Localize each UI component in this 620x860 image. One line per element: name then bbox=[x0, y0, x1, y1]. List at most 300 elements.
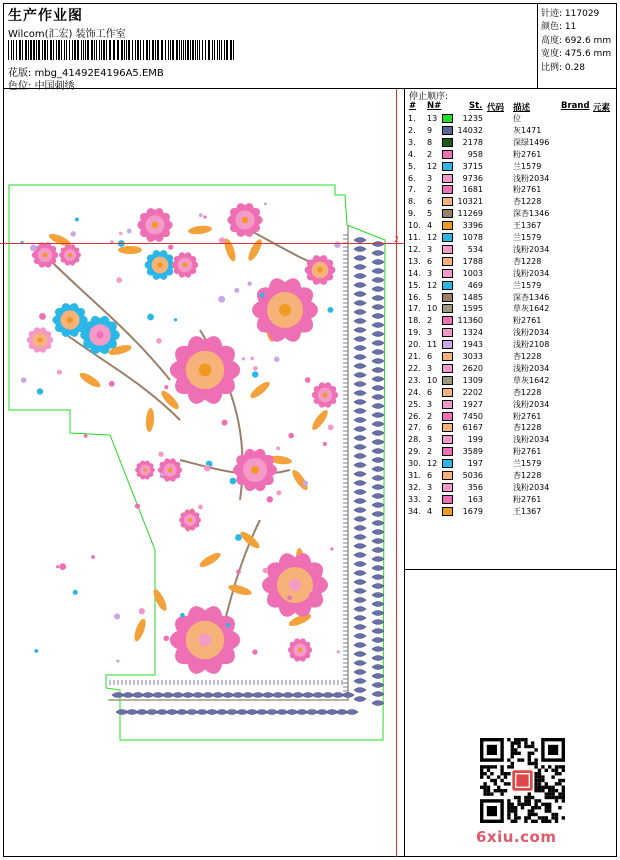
stop-color-swatch bbox=[442, 150, 453, 159]
stop-needle: 4 bbox=[427, 221, 433, 231]
stop-needle: 12 bbox=[427, 161, 438, 171]
border-leaf bbox=[372, 368, 384, 373]
stop-row bbox=[405, 244, 617, 255]
stop-needle: 9 bbox=[427, 125, 433, 135]
flower-center bbox=[96, 331, 103, 338]
stop-description: 粉2761 bbox=[513, 447, 542, 457]
stop-index: 29. bbox=[408, 447, 421, 457]
design-width-label: 宽度: bbox=[541, 49, 563, 59]
border-leaf bbox=[354, 238, 366, 243]
design-height bbox=[541, 33, 611, 46]
border-leaf bbox=[372, 251, 384, 256]
flower-bud bbox=[221, 420, 227, 426]
stop-needle: 12 bbox=[427, 459, 438, 469]
stop-row bbox=[405, 256, 617, 267]
stop-needle: 5 bbox=[427, 209, 433, 219]
flower-center bbox=[168, 468, 172, 472]
border-leaf bbox=[372, 692, 384, 697]
border-leaf bbox=[372, 503, 384, 508]
stop-needle: 3 bbox=[427, 399, 433, 409]
stop-description: 浅粉2034 bbox=[513, 328, 550, 338]
stop-description: 杏1228 bbox=[513, 387, 542, 397]
stitch-count-value: 117029 bbox=[564, 9, 600, 19]
flower-bud bbox=[56, 565, 59, 568]
flower-bud bbox=[309, 591, 315, 597]
border-leaf bbox=[372, 593, 384, 598]
border-leaf bbox=[354, 607, 366, 612]
border-leaf bbox=[354, 400, 366, 405]
border-leaf bbox=[354, 472, 366, 477]
stop-stitches: 1595 bbox=[462, 304, 483, 314]
border-leaf bbox=[354, 616, 366, 621]
border-leaf bbox=[354, 247, 366, 252]
stop-index: 13. bbox=[408, 256, 421, 266]
stop-description: 深绿1496 bbox=[513, 137, 550, 147]
stop-color-swatch bbox=[442, 126, 453, 135]
flower-bud bbox=[168, 244, 173, 249]
border-leaf bbox=[354, 301, 366, 306]
border-leaf bbox=[372, 656, 384, 661]
flower-bud bbox=[242, 357, 245, 360]
stop-description: 深杏1346 bbox=[513, 209, 550, 219]
stop-stitches: 1927 bbox=[462, 399, 483, 409]
flower-center bbox=[143, 468, 147, 472]
flower-bud bbox=[236, 570, 241, 575]
border-leaf bbox=[354, 661, 366, 666]
border-leaf bbox=[372, 314, 384, 319]
flower-center bbox=[289, 579, 301, 591]
stop-row bbox=[405, 220, 617, 231]
border-leaf bbox=[372, 521, 384, 526]
stop-row bbox=[405, 411, 617, 422]
stop-stitches: 11269 bbox=[457, 209, 483, 219]
stop-needle: 5 bbox=[427, 292, 433, 302]
stop-needle: 12 bbox=[427, 233, 438, 242]
flower-bud bbox=[91, 555, 95, 559]
flower-bud bbox=[39, 313, 46, 320]
flower-bud bbox=[203, 215, 206, 218]
col-header-stitches: St. bbox=[469, 101, 483, 111]
stop-color-swatch bbox=[442, 209, 453, 218]
flower-bud bbox=[327, 307, 333, 313]
border-leaf bbox=[354, 409, 366, 414]
stop-color-swatch bbox=[442, 233, 453, 242]
stop-index: 11. bbox=[408, 233, 421, 242]
stop-row bbox=[405, 494, 617, 505]
stop-stitches: 1324 bbox=[462, 328, 483, 338]
border-leaf bbox=[372, 431, 384, 436]
stop-color-swatch bbox=[442, 364, 453, 373]
stop-needle: 13 bbox=[427, 114, 438, 123]
stop-color-swatch bbox=[442, 138, 453, 147]
flower-bud bbox=[252, 649, 257, 654]
stitch-count bbox=[541, 6, 599, 19]
stop-stitches: 356 bbox=[467, 482, 483, 492]
panel-divider bbox=[405, 569, 617, 570]
stop-color-swatch bbox=[442, 197, 453, 206]
stop-index: 12. bbox=[408, 244, 421, 254]
border-leaf bbox=[354, 256, 366, 261]
stop-description: 杏1228 bbox=[513, 197, 542, 207]
border-leaf bbox=[372, 584, 384, 589]
flower-bud bbox=[21, 377, 27, 383]
stop-index: 3. bbox=[408, 137, 416, 147]
border-leaf bbox=[372, 476, 384, 481]
flower-center bbox=[251, 466, 259, 474]
flower-leaf bbox=[246, 238, 264, 263]
stop-index: 19. bbox=[408, 328, 421, 338]
stop-needle: 3 bbox=[427, 363, 433, 373]
stop-stitches: 6167 bbox=[462, 423, 483, 433]
border-leaf bbox=[372, 701, 384, 706]
stop-index: 17. bbox=[408, 304, 421, 314]
stop-needle: 3 bbox=[427, 173, 433, 183]
border-leaf bbox=[354, 319, 366, 324]
stop-description: 杏1228 bbox=[513, 423, 542, 433]
stop-color-swatch bbox=[442, 328, 453, 337]
border-leaf bbox=[354, 364, 366, 369]
flower-bud bbox=[303, 481, 308, 486]
flower-bud bbox=[253, 366, 258, 371]
stop-row bbox=[405, 375, 617, 386]
border-leaf bbox=[354, 418, 366, 423]
col-header-brand: Brand bbox=[561, 101, 590, 111]
border-leaf bbox=[354, 463, 366, 468]
stop-description: 兰1579 bbox=[513, 161, 542, 171]
stop-description: 草灰1642 bbox=[513, 375, 550, 385]
flower-bud bbox=[158, 452, 163, 457]
flower-bud bbox=[119, 232, 122, 235]
stop-sequence-panel bbox=[405, 89, 617, 569]
border-leaf bbox=[354, 445, 366, 450]
stop-stitches: 534 bbox=[467, 244, 483, 254]
stop-needle: 3 bbox=[427, 244, 433, 254]
flower-bud bbox=[114, 613, 120, 619]
border-leaf bbox=[354, 310, 366, 315]
border-leaf bbox=[372, 323, 384, 328]
stop-row bbox=[405, 399, 617, 410]
stop-description: 兰1579 bbox=[513, 233, 542, 242]
flower-bud bbox=[287, 595, 292, 600]
stop-stitches: 2178 bbox=[462, 137, 483, 147]
flower-bud bbox=[337, 650, 340, 653]
stop-index: 32. bbox=[408, 482, 421, 492]
stop-color-swatch bbox=[442, 495, 453, 504]
design-height-label: 高度: bbox=[541, 36, 563, 46]
border-leaf bbox=[372, 485, 384, 490]
stop-color-swatch bbox=[442, 293, 453, 302]
border-leaf bbox=[372, 494, 384, 499]
stop-description: 浅粉2034 bbox=[513, 268, 550, 278]
flower-bud bbox=[160, 472, 164, 476]
border-leaf bbox=[372, 665, 384, 670]
stop-description: 浅粉2034 bbox=[513, 363, 550, 373]
stop-color-swatch bbox=[442, 257, 453, 266]
flower-center bbox=[199, 634, 212, 647]
red-guide-label: 2 bbox=[394, 235, 400, 244]
stop-needle: 6 bbox=[427, 197, 433, 207]
col-header-needle: N# bbox=[427, 101, 442, 111]
border-leaf bbox=[354, 292, 366, 297]
flower-stem bbox=[60, 330, 180, 420]
border-leaf bbox=[354, 490, 366, 495]
border-leaf bbox=[372, 539, 384, 544]
stop-description: 兰1579 bbox=[513, 280, 542, 290]
border-leaf bbox=[354, 598, 366, 603]
design-scale-value: 0.28 bbox=[564, 63, 585, 73]
stop-row bbox=[405, 292, 617, 303]
flower-leaf bbox=[188, 225, 213, 236]
border-leaf bbox=[372, 674, 384, 679]
flower-bud bbox=[199, 213, 203, 217]
stop-index: 23. bbox=[408, 375, 421, 385]
border-leaf bbox=[372, 332, 384, 337]
flower-bud bbox=[247, 281, 251, 285]
stop-needle: 4 bbox=[427, 506, 433, 516]
stop-color-swatch bbox=[442, 316, 453, 325]
stop-description: 粉2761 bbox=[513, 185, 542, 195]
stop-description: 灰1471 bbox=[513, 125, 542, 135]
border-leaf bbox=[372, 557, 384, 562]
stop-color-swatch bbox=[442, 245, 453, 254]
border-leaf bbox=[372, 386, 384, 391]
border-leaf bbox=[372, 395, 384, 400]
flower-center bbox=[38, 338, 43, 343]
stop-row bbox=[405, 125, 617, 136]
stop-index: 28. bbox=[408, 435, 421, 445]
stop-row bbox=[405, 161, 617, 172]
design-width-value: 475.6 mm bbox=[564, 49, 612, 59]
border-leaf bbox=[354, 580, 366, 585]
flower-bud bbox=[57, 370, 62, 375]
stop-color-swatch bbox=[442, 221, 453, 230]
border-leaf bbox=[372, 512, 384, 517]
stop-color-swatch bbox=[442, 412, 453, 421]
stop-stitches: 3715 bbox=[462, 161, 483, 171]
stop-row bbox=[405, 173, 617, 184]
border-leaf bbox=[354, 391, 366, 396]
border-leaf bbox=[372, 638, 384, 643]
stop-description: 杏1228 bbox=[513, 256, 542, 266]
stop-stitches: 469 bbox=[467, 280, 483, 290]
stop-index: 4. bbox=[408, 149, 416, 159]
stop-color-swatch bbox=[442, 388, 453, 397]
stop-row bbox=[405, 482, 617, 493]
design-file-label: 花版: bbox=[8, 68, 32, 79]
stop-stitches: 1235 bbox=[462, 114, 483, 123]
border-leaf bbox=[354, 571, 366, 576]
stop-row bbox=[405, 327, 617, 338]
border-leaf bbox=[372, 440, 384, 445]
border-leaf bbox=[354, 328, 366, 333]
stop-index: 15. bbox=[408, 280, 421, 290]
flower-bud bbox=[156, 338, 162, 344]
stop-needle: 3 bbox=[427, 482, 433, 492]
flower-center bbox=[67, 317, 73, 323]
flower-bud bbox=[163, 636, 169, 642]
flower-bud bbox=[226, 623, 230, 627]
flower-bud bbox=[180, 613, 185, 618]
stop-row bbox=[405, 387, 617, 398]
flower-leaf bbox=[310, 408, 331, 432]
stop-color-swatch bbox=[442, 507, 453, 516]
stop-description: 王1367 bbox=[513, 506, 542, 516]
stop-row bbox=[405, 303, 617, 314]
stop-color-swatch bbox=[442, 459, 453, 468]
flower-bud bbox=[230, 478, 237, 485]
border-leaf bbox=[354, 553, 366, 558]
col-header-element: 元素 bbox=[593, 103, 611, 113]
design-file-value: mbg_41492E4196A5.EMB bbox=[34, 68, 164, 79]
stop-stitches: 3589 bbox=[462, 447, 483, 457]
border-leaf bbox=[372, 278, 384, 283]
border-leaf bbox=[372, 413, 384, 418]
stop-stitches: 1943 bbox=[462, 340, 483, 350]
stop-row bbox=[405, 184, 617, 195]
stop-index: 10. bbox=[408, 221, 421, 231]
stop-index: 14. bbox=[408, 268, 421, 278]
stop-index: 2. bbox=[408, 125, 416, 135]
stop-row bbox=[405, 196, 617, 207]
flower-center bbox=[183, 263, 188, 268]
border-leaf bbox=[372, 467, 384, 472]
stop-row bbox=[405, 268, 617, 279]
border-leaf bbox=[372, 269, 384, 274]
stop-stitches: 1681 bbox=[462, 185, 483, 195]
stop-color-swatch bbox=[442, 376, 453, 385]
stop-color-swatch bbox=[442, 471, 453, 480]
flower-bud bbox=[234, 288, 239, 293]
stop-stitches: 14032 bbox=[457, 125, 483, 135]
flower-bud bbox=[30, 245, 37, 252]
stop-stitches: 1309 bbox=[462, 375, 483, 385]
border-leaf bbox=[354, 454, 366, 459]
flower-center bbox=[199, 364, 212, 377]
stop-stitches: 5036 bbox=[462, 471, 483, 480]
border-leaf bbox=[354, 544, 366, 549]
flower-bud bbox=[330, 547, 333, 550]
stop-description: 浅粉2034 bbox=[513, 173, 550, 183]
border-leaf bbox=[354, 688, 366, 693]
flower-bud bbox=[73, 590, 78, 595]
stop-color-swatch bbox=[442, 162, 453, 171]
stop-color-swatch bbox=[442, 483, 453, 492]
stop-needle: 3 bbox=[427, 328, 433, 338]
flower-bud bbox=[75, 217, 79, 221]
border-leaf bbox=[354, 499, 366, 504]
stop-description: 王1367 bbox=[513, 221, 542, 231]
stop-stitches: 11360 bbox=[457, 316, 483, 326]
flower-leaf bbox=[290, 468, 310, 492]
flower-bud bbox=[139, 608, 145, 614]
stop-color-swatch bbox=[442, 269, 453, 278]
border-leaf bbox=[354, 517, 366, 522]
stop-color-swatch bbox=[442, 114, 453, 123]
stop-row bbox=[405, 232, 617, 243]
stop-description: 草灰1642 bbox=[513, 304, 550, 314]
stop-index: 24. bbox=[408, 387, 421, 397]
stop-color-swatch bbox=[442, 304, 453, 313]
flower-center bbox=[188, 518, 192, 522]
border-leaf bbox=[354, 679, 366, 684]
stop-stitches: 1679 bbox=[462, 506, 483, 516]
stop-row bbox=[405, 315, 617, 326]
border-leaf bbox=[354, 625, 366, 630]
border-leaf bbox=[354, 697, 366, 702]
stop-row bbox=[405, 351, 617, 362]
stop-description: 粉2761 bbox=[513, 494, 542, 504]
stop-row bbox=[405, 446, 617, 457]
watermark-text: 6xiu.com bbox=[476, 828, 557, 846]
border-leaf bbox=[372, 458, 384, 463]
stop-stitches: 3033 bbox=[462, 352, 483, 361]
border-leaf bbox=[354, 274, 366, 279]
stop-row bbox=[405, 149, 617, 160]
flower-leaf bbox=[151, 587, 169, 612]
border-leaf bbox=[354, 436, 366, 441]
stop-stitches: 163 bbox=[467, 494, 483, 504]
stop-color-swatch bbox=[442, 281, 453, 290]
stop-description: 位 bbox=[513, 114, 521, 123]
stop-color-swatch bbox=[442, 435, 453, 444]
stop-needle: 10 bbox=[427, 375, 438, 385]
border-leaf bbox=[354, 346, 366, 351]
flower-center bbox=[298, 648, 302, 652]
stop-index: 16. bbox=[408, 292, 421, 302]
border-leaf bbox=[354, 535, 366, 540]
qr-code-image bbox=[480, 738, 565, 823]
flower-bud bbox=[250, 357, 254, 361]
stop-row bbox=[405, 458, 617, 469]
stop-index: 31. bbox=[408, 471, 421, 480]
stop-description: 深杏1346 bbox=[513, 292, 550, 302]
stitch-count-label: 针迹: bbox=[541, 9, 563, 19]
stop-needle: 2 bbox=[427, 411, 433, 421]
stop-description: 杏1228 bbox=[513, 352, 542, 361]
stop-stitches: 3396 bbox=[462, 221, 483, 231]
flower-bud bbox=[198, 505, 203, 510]
border-leaf bbox=[372, 260, 384, 265]
flower-center bbox=[242, 217, 248, 223]
stop-needle: 12 bbox=[427, 280, 438, 290]
border-leaf bbox=[354, 355, 366, 360]
stop-row bbox=[405, 470, 617, 481]
stop-needle: 6 bbox=[427, 352, 433, 361]
flower-bud bbox=[288, 433, 294, 439]
stop-color-swatch bbox=[442, 174, 453, 183]
stop-color-swatch bbox=[442, 400, 453, 409]
col-header-code: 代码 bbox=[487, 103, 505, 113]
design-width bbox=[541, 46, 611, 59]
flower-leaf bbox=[198, 550, 223, 569]
flower-bud bbox=[116, 659, 119, 662]
stop-row bbox=[405, 137, 617, 148]
stop-index: 9. bbox=[408, 209, 416, 219]
border-leaf bbox=[372, 629, 384, 634]
stop-stitches: 197 bbox=[467, 459, 483, 469]
stop-row bbox=[405, 113, 617, 124]
border-leaf bbox=[354, 427, 366, 432]
page-title: 生产作业图 bbox=[8, 8, 83, 24]
stop-needle: 8 bbox=[427, 137, 433, 147]
border-leaf bbox=[372, 449, 384, 454]
stop-index: 27. bbox=[408, 423, 421, 433]
border-leaf bbox=[354, 652, 366, 657]
border-leaf bbox=[354, 382, 366, 387]
stop-index: 33. bbox=[408, 494, 421, 504]
flower-center bbox=[157, 262, 163, 268]
stop-needle: 6 bbox=[427, 423, 433, 433]
